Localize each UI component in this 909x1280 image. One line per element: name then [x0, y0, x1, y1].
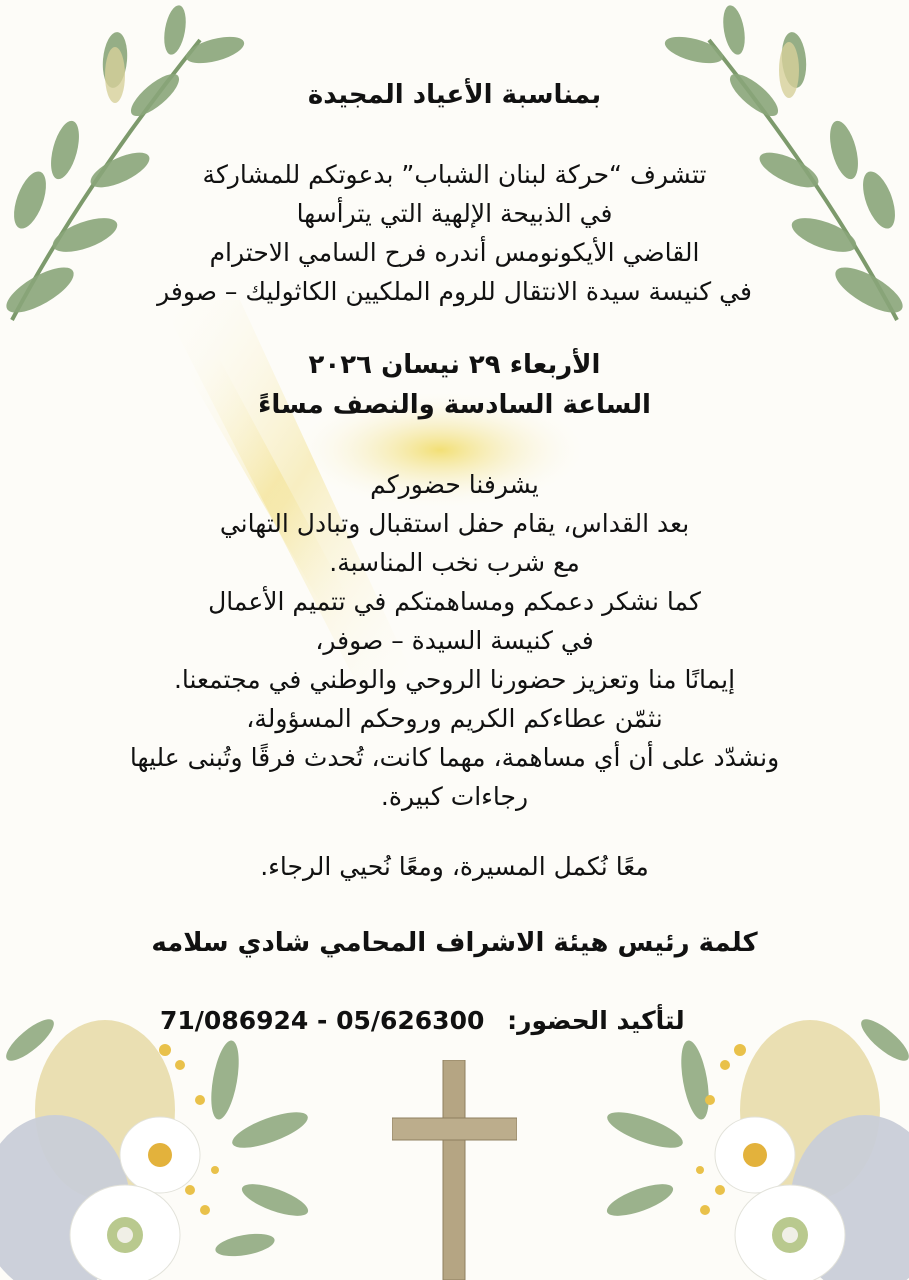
body-line: كما نشكر دعمكم ومساهمتكم في تتميم الأعمال	[208, 587, 701, 616]
intro-line: تتشرف “حركة لبنان الشباب” بدعوتكم للمشاركة	[202, 160, 707, 189]
easter-eggs-flowers-left	[0, 1010, 320, 1280]
event-date-time	[0, 345, 909, 425]
body-line: إيمانًا منا وتعزيز حضورنا الروحي والوطني في مجتمعنا.	[173, 665, 736, 694]
body-line: ونشدّد على أن أي مساهمة، مهما كانت، تُحدث فرقًا وتُبنى عليها	[129, 743, 780, 772]
intro-line: القاضي الأيكونومس أندره فرح السامي الاحترام	[209, 238, 700, 267]
easter-eggs-flowers-right	[600, 1010, 909, 1280]
body-line: مع شرب نخب المناسبة.	[329, 548, 580, 577]
rsvp-label: لتأكيد الحضور:	[507, 1006, 685, 1035]
intro-line: في كنيسة سيدة الانتقال للروم الملكيين الكاثوليك – صوفر	[157, 277, 752, 306]
speech-announcement: كلمة رئيس هيئة الاشراف المحامي شادي سلامه	[151, 928, 758, 958]
intro-line: في الذبيحة الإلهية التي يترأسها	[296, 199, 613, 228]
rsvp-phones[interactable]: 71/086924 - 05/626300	[160, 1006, 485, 1035]
body-line: يشرفنا حضوركم	[370, 470, 539, 499]
cross-icon	[392, 1060, 517, 1280]
event-date: الأربعاء ٢٩ نيسان ٢٠٢٦	[308, 350, 601, 380]
body-line: في كنيسة السيدة – صوفر،	[315, 626, 594, 655]
body-line: رجاءات كبيرة.	[380, 782, 529, 811]
closing-line: معًا نُكمل المسيرة، ومعًا نُحيي الرجاء.	[260, 852, 649, 881]
occasion-title: بمناسبة الأعياد المجيدة	[307, 80, 602, 110]
body-line: نثمّن عطاءكم الكريم وروحكم المسؤولة،	[246, 704, 663, 733]
event-time: الساعة السادسة والنصف مساءً	[258, 390, 651, 420]
invitation-body	[0, 465, 909, 816]
invitation-intro	[0, 155, 909, 311]
body-line: بعد القداس، يقام حفل استقبال وتبادل التهاني	[219, 509, 690, 538]
rsvp-line	[160, 1006, 700, 1035]
